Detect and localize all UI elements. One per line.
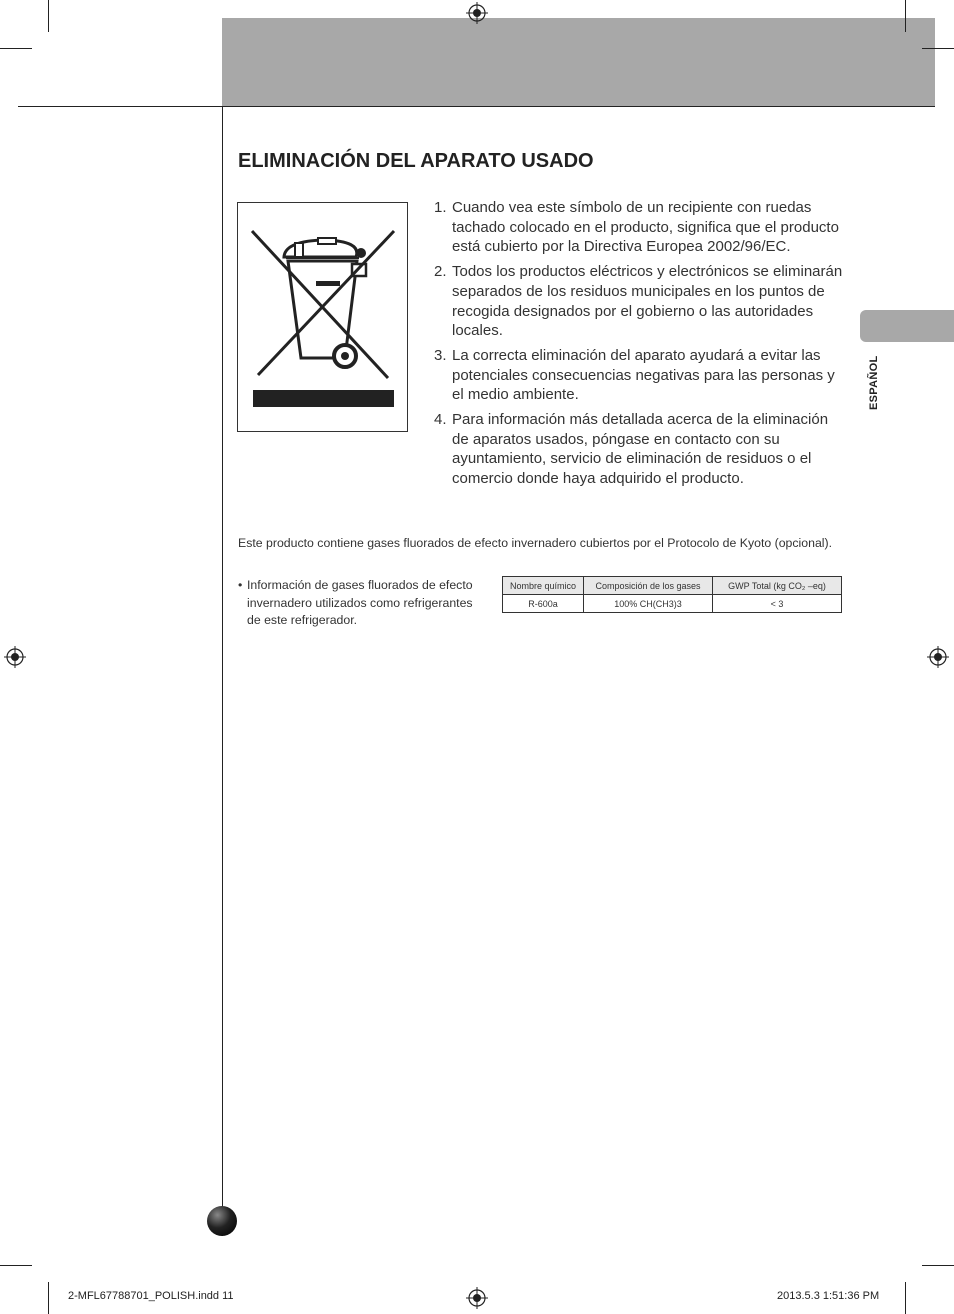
list-item: 3. La correcta eliminación del aparato ayudará a evitar las potenciales consecuencias negativas para las personas y el medio ambiente. (434, 346, 835, 404)
crop-mark (48, 0, 49, 32)
crop-mark (0, 1265, 32, 1266)
fluorinated-gases-intro: Este producto contiene gases fluorados de efecto invernadero cubiertos por el Protocolo de Kyoto (opcional). (238, 536, 833, 550)
crop-mark (922, 48, 954, 49)
weee-symbol-box (237, 202, 408, 432)
registration-mark-icon (466, 2, 488, 24)
page-title: ELIMINACIÓN DEL APARATO USADO (238, 150, 594, 172)
registration-mark-icon (466, 1287, 488, 1309)
disposal-steps-list (434, 198, 848, 494)
list-item: 1. Cuando vea este símbolo de un recipiente con ruedas tachado colocado en el producto, significa que el producto está cubierto por la Directiva Europea 2002/96/EC. (434, 199, 839, 256)
list-item: 4. Para información más detallada acerca de la eliminación de aparatos usados, póngase en contacto con su ayuntamiento, servicio de eliminación de residuos o el comercio donde haya adquirido el producto. (434, 411, 829, 488)
column-header: GWP Total (kg CO₂ –eq) (713, 577, 842, 595)
crop-mark (905, 1282, 906, 1314)
crop-mark (922, 1265, 954, 1266)
footer-timestamp: 2013.5.3 1:51:36 PM (777, 1290, 880, 1302)
table-header-row (503, 577, 842, 595)
registration-mark-icon (4, 646, 26, 668)
gases-table (502, 576, 842, 613)
decorative-sphere (207, 1206, 237, 1236)
header-rule (18, 106, 935, 107)
table-cell: R-600a (503, 595, 584, 613)
header-band (222, 18, 935, 106)
left-margin-rule (222, 106, 223, 1236)
table-cell: < 3 (713, 595, 842, 613)
fluorinated-gases-bullet: • Información de gases fluorados de efecto invernadero utilizados como refrigerantes de este refrigerador. (238, 578, 473, 627)
list-item: 2. Todos los productos eléctricos y electrónicos se eliminarán separados de los residuos municipales en los puntos de recogida designados por el gobierno o las autoridades locales. (434, 263, 843, 340)
language-tab (860, 310, 954, 342)
crop-mark (48, 1282, 49, 1314)
crop-mark (905, 0, 906, 32)
table-row (503, 595, 842, 613)
crop-mark (0, 48, 32, 49)
column-header: Nombre químico (503, 577, 584, 595)
registration-mark-icon (927, 646, 949, 668)
bullet-icon: • (238, 578, 243, 592)
table-cell: 100% CH(CH3)3 (584, 595, 713, 613)
crossed-out-wheelie-bin-icon (238, 203, 407, 431)
column-header: Composición de los gases (584, 577, 713, 595)
footer-file-name: 2-MFL67788701_POLISH.indd 11 (68, 1290, 234, 1302)
language-label: ESPAÑOL (868, 355, 880, 410)
